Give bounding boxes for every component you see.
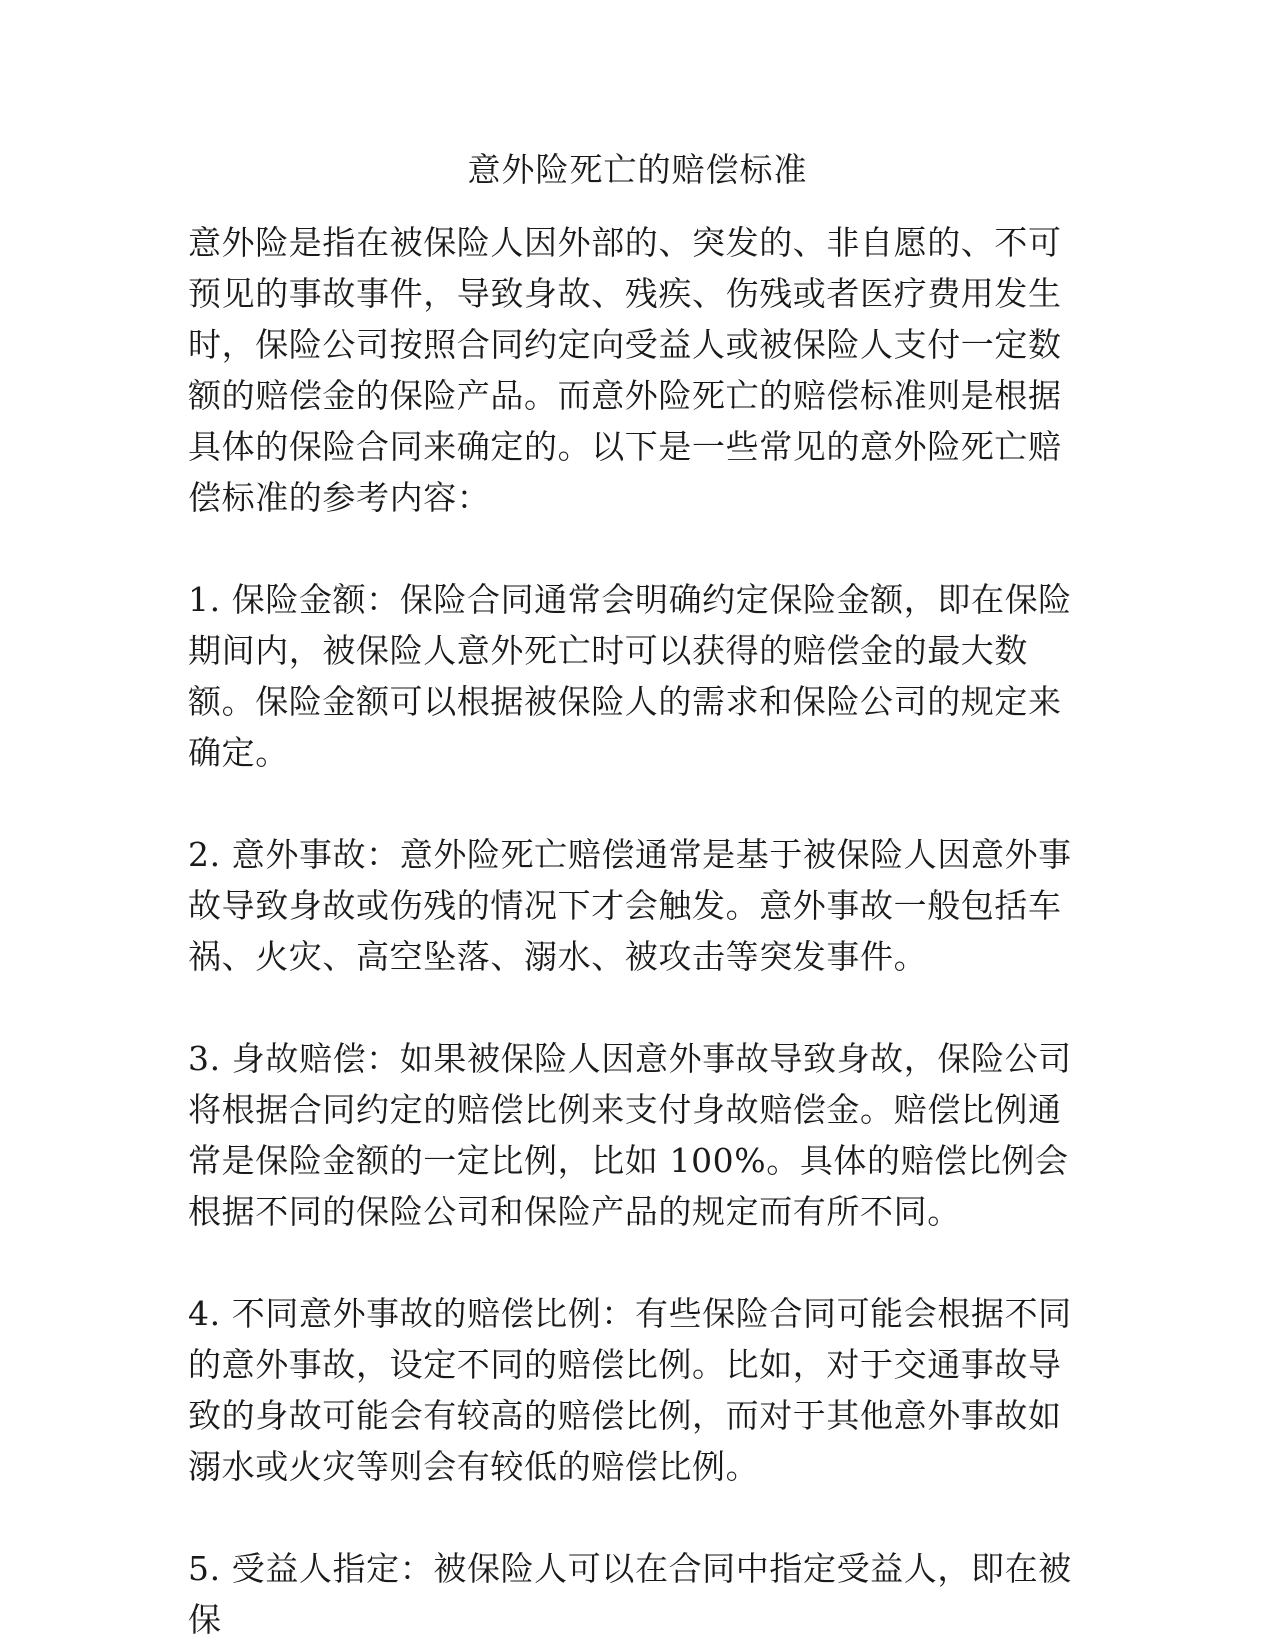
paragraph-spacer	[188, 982, 1088, 1033]
list-item-3: 3. 身故赔偿：如果被保险人因意外事故导致身故，保险公司将根据合同约定的赔偿比例来支付身故赔偿金。赔偿比例通常是保险金额的一定比例，比如 100%。具体的赔偿比例会根据不同的保险公司和保险产品的规定而有所不同。	[188, 1039, 1072, 1231]
paragraph-spacer	[188, 523, 1088, 574]
list-item-2: 2. 意外事故：意外险死亡赔偿通常是基于被保险人因意外事故导致身故或伤残的情况下才会触发。意外事故一般包括车祸、火灾、高空坠落、溺水、被攻击等突发事件。	[188, 835, 1072, 976]
document-body	[188, 217, 1088, 1645]
document-title: 意外险死亡的赔偿标准	[467, 150, 808, 189]
paragraph-spacer	[188, 1492, 1088, 1543]
list-item-4: 4. 不同意外事故的赔偿比例：有些保险合同可能会根据不同的意外事故，设定不同的赔偿比例。比如，对于交通事故导致的身故可能会有较高的赔偿比例，而对于其他意外事故如溺水或火灾等则会有较低的赔偿比例。	[188, 1294, 1072, 1486]
intro-paragraph: 意外险是指在被保险人因外部的、突发的、非自愿的、不可预见的事故事件，导致身故、残疾、伤残或者医疗费用发生时，保险公司按照合同约定向受益人或被保险人支付一定数额的赔偿金的保险产品。而意外险死亡的赔偿标准则是根据具体的保险合同来确定的。以下是一些常见的意外险死亡赔偿标准的参考内容：	[188, 223, 1062, 517]
list-item-5: 5. 受益人指定：被保险人可以在合同中指定受益人，即在被保	[188, 1549, 1072, 1639]
paragraph-spacer	[188, 778, 1088, 829]
paragraph-spacer	[188, 1237, 1088, 1288]
list-item-1: 1. 保险金额：保险合同通常会明确约定保险金额，即在保险期间内，被保险人意外死亡时可以获得的赔偿金的最大数额。保险金额可以根据被保险人的需求和保险公司的规定来确定。	[188, 580, 1072, 772]
